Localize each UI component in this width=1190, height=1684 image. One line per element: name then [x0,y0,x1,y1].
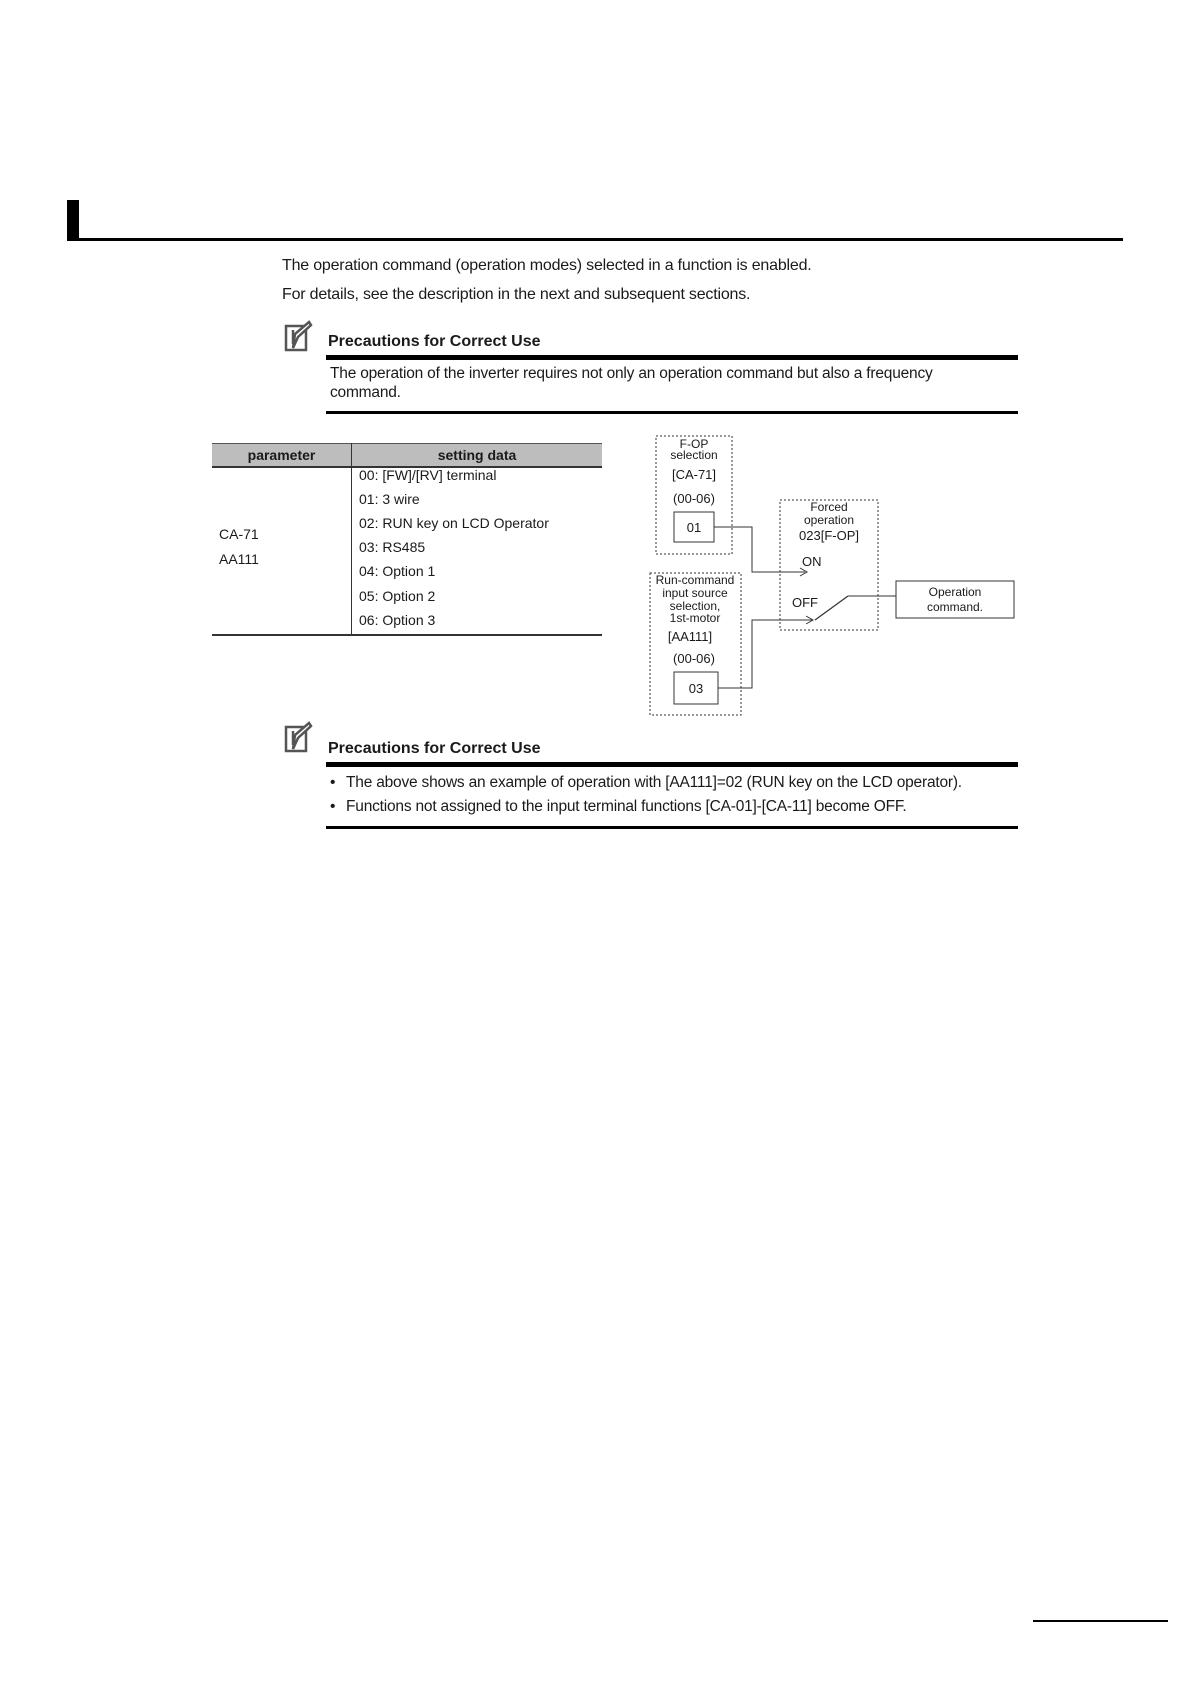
precaution-icon [283,320,313,357]
table-bottom-rule [212,634,602,636]
fop-label-1: F-OP [679,437,709,451]
header-parameter: parameter [247,447,316,463]
precaution-bottom-rule [326,411,1018,414]
run-label-2: input source [662,586,728,600]
param-aa111: AA111 [219,551,259,567]
precaution-pencil-icon [283,721,313,753]
parameter-table [212,443,602,637]
forced-label-2: operation [803,513,855,527]
fop-param: [CA-71] [671,467,717,482]
precaution-body-line-1: The operation of the inverter requires not only an operation command but also a frequency [330,365,933,382]
bullet-marker-1: • [330,774,336,791]
diagram-svg [640,430,1030,730]
precaution-top-rule [326,355,1018,360]
section-marker [67,200,79,241]
option-04: 04: Option 1 [359,563,436,579]
run-param: [AA111] [667,629,713,644]
param-ca71: CA-71 [219,526,259,542]
option-06: 06: Option 3 [359,612,436,628]
run-label-4: 1st-motor [669,611,721,625]
fop-connector [714,527,805,572]
switch-off-label: OFF [792,595,818,610]
precaution-top-rule-2 [326,762,1018,767]
switch-blade [815,596,848,620]
option-05: 05: Option 2 [359,588,436,604]
header-setting-data: setting data [437,447,517,463]
precaution-bottom-rule-2 [326,826,1018,829]
operation-command-diagram [640,430,1030,730]
run-value: 03 [688,681,704,696]
option-00: 00: [FW]/[RV] terminal [359,467,497,483]
fop-range: (00-06) [673,491,715,506]
run-label-1: Run-command [655,573,735,587]
run-label-3: selection, [669,599,721,613]
footer-rule [1033,1620,1168,1622]
precaution-title: Precautions for Correct Use [328,333,541,350]
option-02: 02: RUN key on LCD Operator [359,515,549,531]
fop-value: 01 [686,520,702,535]
intro-line-1: The operation command (operation modes) selected in a function is enabled. [282,257,812,274]
switch-on-label: ON [802,554,822,569]
table-header [212,443,602,468]
precaution-pencil-icon [283,320,313,352]
precaution-bullet-2: Functions not assigned to the input terminal functions [CA-01]-[CA-11] become OFF. [346,798,907,815]
run-range: (00-06) [673,651,715,666]
precaution-title-2: Precautions for Correct Use [328,740,541,757]
bullet-marker-2: • [330,798,336,815]
fop-label-2: selection [670,448,718,462]
output-label-1: Operation [928,585,982,599]
column-divider [351,443,352,635]
option-03: 03: RS485 [359,539,426,555]
forced-label-1: Forced [810,500,848,514]
section-rule [67,238,1123,241]
precaution-body-line-2: command. [330,384,401,401]
forced-param: 023[F-OP] [799,528,859,543]
intro-line-2: For details, see the description in the next and subsequent sections. [282,286,751,303]
option-01: 01: 3 wire [359,491,420,507]
output-label-2: command. [926,600,984,614]
precaution-bullet-1: The above shows an example of operation with [AA111]=02 (RUN key on the LCD operator). [346,774,962,791]
precaution-icon-2 [283,721,313,758]
